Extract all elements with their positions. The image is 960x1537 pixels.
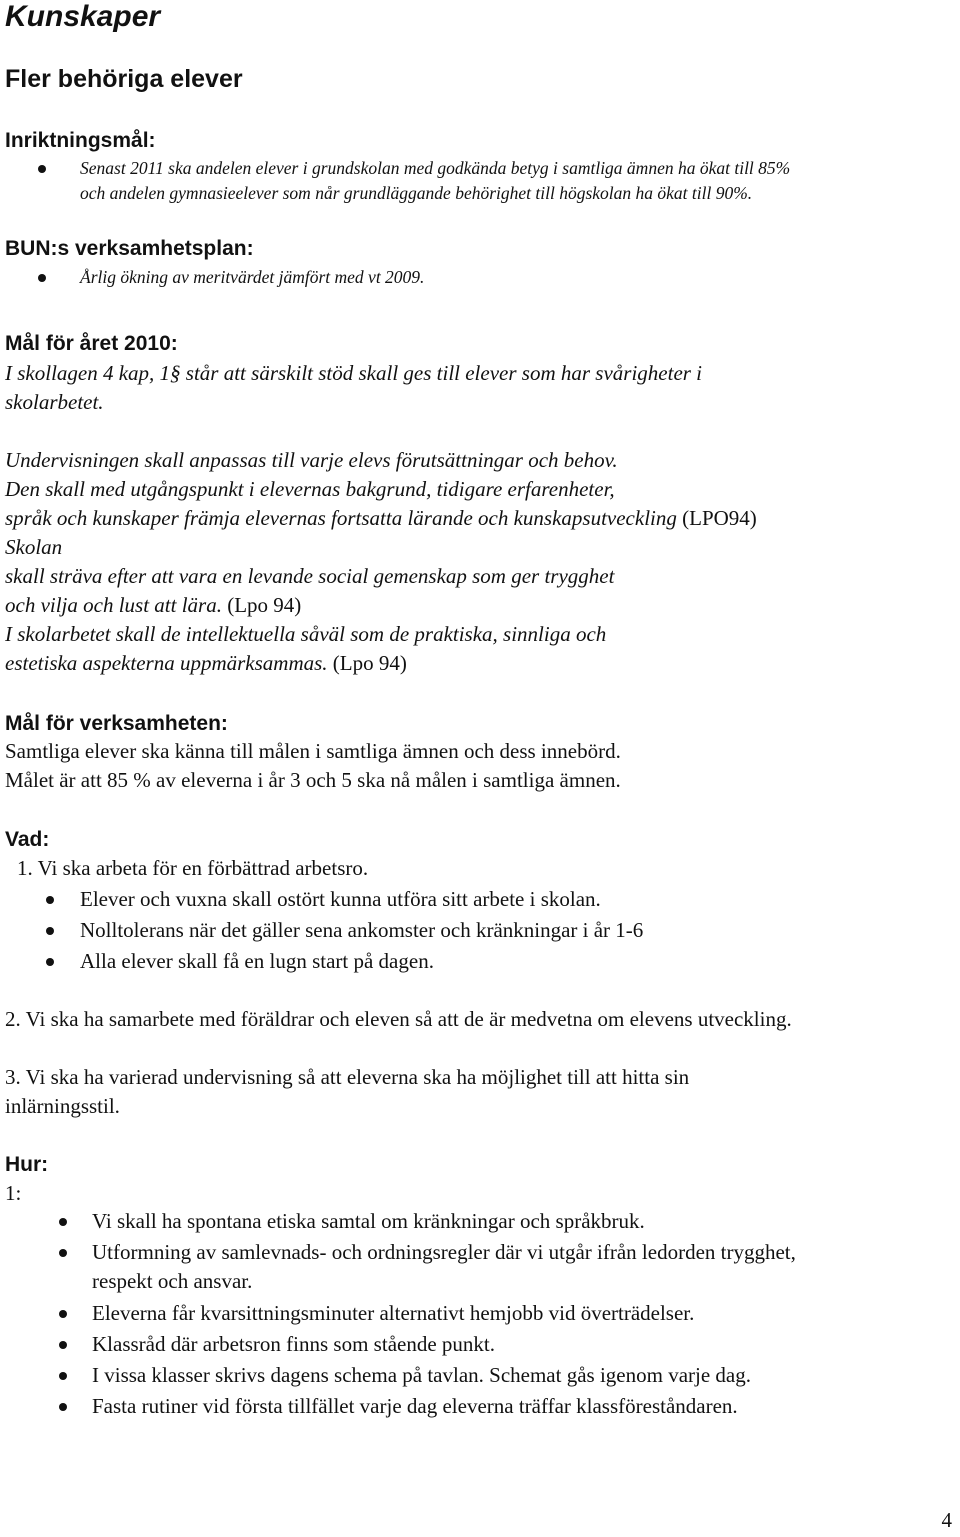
verksamhet-line-2: Målet är att 85 % av eleverna i år 3 och 5 ska nå målen i samtliga ämnen. [5,768,621,792]
hur-bullet-2: Utformning av samlevnads- och ordningsregler där vi utgår ifrån ledorden trygghet, [92,1240,796,1264]
undervisning-line-3: språk och kunskaper främja elevernas fortsatta lärande och kunskapsutveckling (LPO94) [5,506,757,530]
bullet-icon [59,1249,67,1257]
inriktning-bullet-line-2: och andelen gymnasieelever som når grundläggande behörighet till högskolan ha ökat till 90%. [80,183,753,203]
bullet-icon [59,1403,67,1411]
vad-item-3-line-1: 3. Vi ska ha varierad undervisning så att eleverna ska ha möjlighet till att hitta sin [5,1065,690,1089]
lpo-reference: (Lpo 94) [327,651,407,675]
bullet-icon [38,274,46,282]
hur-heading: Hur: [5,1153,49,1176]
hur-bullet-5: I vissa klasser skrivs dagens schema på tavlan. Schemat gås igenom varje dag. [92,1363,751,1387]
undervisning-line-2: Den skall med utgångspunkt i elevernas bakgrund, tidigare erfarenheter, [5,477,615,501]
verksamhet-line-1: Samtliga elever ska känna till målen i samtliga ämnen och dess innebörd. [5,739,621,763]
bullet-icon [46,958,54,966]
undervisning-line-4: Skolan [5,535,63,559]
lpo-reference: (LPO94) [676,506,757,530]
inriktning-bullet-line-1: Senast 2011 ska andelen elever i grundskolan med godkända betyg i samtliga ämnen ha ökat till 85% [80,158,791,178]
undervisning-line-1: Undervisningen skall anpassas till varje elevs förutsättningar och behov. [5,448,618,472]
mal-2010-heading: Mål för året 2010: [5,332,178,355]
hur-bullet-2-cont: respekt och ansvar. [92,1269,253,1293]
undervisning-line-8: estetiska aspekterna uppmärksammas. (Lpo 94) [5,651,407,675]
undervisning-line-5: skall sträva efter att vara en levande social gemenskap som ger trygghet [5,564,615,588]
bullet-icon [46,896,54,904]
hur-number: 1: [5,1181,22,1205]
bun-heading: BUN:s verksamhetsplan: [5,237,254,260]
verksamhet-heading: Mål för verksamheten: [5,712,228,735]
mal-2010-line-2: skolarbetet. [5,390,104,414]
hur-bullet-3: Eleverna får kvarsittningsminuter alternativt hemjobb vid överträdelser. [92,1301,695,1325]
bullet-icon [46,927,54,935]
vad-heading: Vad: [5,828,50,851]
vad-item-2: 2. Vi ska ha samarbete med föräldrar och eleven så att de är medvetna om elevens utveckling. [5,1007,792,1031]
lpo-reference: (Lpo 94) [221,593,302,617]
mal-2010-line-1: I skollagen 4 kap, 1§ står att särskilt stöd skall ges till elever som har svårigheter i [5,361,703,385]
bullet-icon [59,1310,67,1318]
bullet-icon [59,1372,67,1380]
hur-bullet-1: Vi skall ha spontana etiska samtal om kränkningar och språkbruk. [92,1209,645,1233]
vad-item-3-line-2: inlärningsstil. [5,1094,120,1118]
hur-bullet-6: Fasta rutiner vid första tillfället varje dag eleverna träffar klassföreståndaren. [92,1394,738,1418]
page-number: 4 [941,1508,952,1532]
bullet-icon [59,1341,67,1349]
vad-item-1: 1. Vi ska arbeta för en förbättrad arbetsro. [17,856,369,880]
bullet-icon [38,165,46,173]
section-subtitle: Fler behöriga elever [5,65,243,93]
vad-bullet-3: Alla elever skall få en lugn start på dagen. [80,949,434,973]
undervisning-line-6: och vilja och lust att lära. (Lpo 94) [5,593,302,617]
hur-bullet-4: Klassråd där arbetsron finns som stående punkt. [92,1332,495,1356]
vad-bullet-2: Nolltolerans när det gäller sena ankomster och kränkningar i år 1-6 [80,918,644,942]
page-title: Kunskaper [5,0,161,33]
bun-bullet: Årlig ökning av meritvärdet jämfört med vt 2009. [80,267,425,287]
vad-bullet-1: Elever och vuxna skall ostört kunna utföra sitt arbete i skolan. [80,887,601,911]
inriktning-heading: Inriktningsmål: [5,129,156,152]
undervisning-line-7: I skolarbetet skall de intellektuella såväl som de praktiska, sinnliga och [5,622,607,646]
bullet-icon [59,1218,67,1226]
